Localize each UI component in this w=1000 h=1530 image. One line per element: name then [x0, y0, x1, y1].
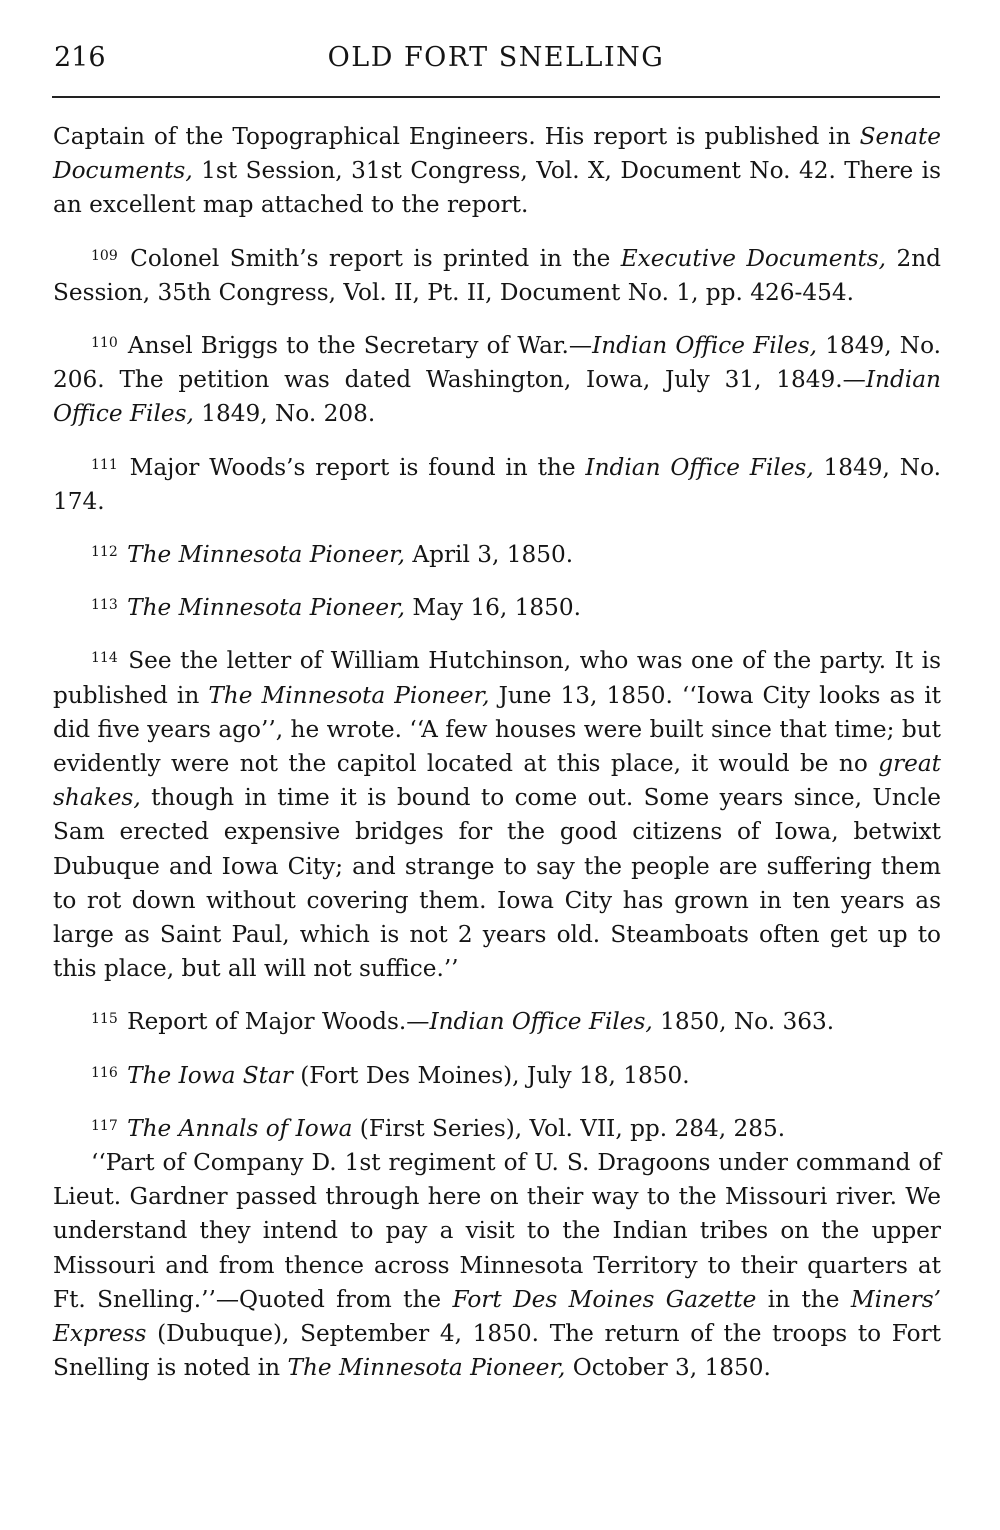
footnote-116: $^{116}$ The Iowa Star (Fort Des Moines), July 18, 1850.	[91, 1061, 690, 1089]
footnote-117-quote: ‘‘Part of Company D. 1st regiment of U. S. Dragoons under command of Lieut. Gardner passed through here on their way to the Missouri river. We understand they intend to pay a visit to the Indian tribes on the upper Missouri and from thence across Minnesota Territory to their quarters at Ft. Snelling.’’—Quoted from the Fort Des Moines Gazette in the Miners’ Express (Dubuque), September 4, 1850. The return of the troops to Fort Snelling is noted in The Minnesota Pioneer, October 3, 1850.	[53, 1149, 942, 1382]
footnote-number: 110	[91, 335, 118, 352]
footnote-number: 111	[91, 456, 118, 473]
note-continuation: Captain of the Topographical Engineers. His report is published in Senate Documents, 1st Session, 31st Congress, Vol. X, Document No. 42. There is an excellent map attached to the report.	[53, 123, 941, 219]
footnote-number: 116	[91, 1064, 118, 1081]
footnote-number: 113	[91, 597, 118, 614]
page-number: 216	[54, 42, 106, 73]
page-header	[52, 42, 940, 98]
footnote-112: $^{112}$ The Minnesota Pioneer, April 3, 1850.	[91, 541, 574, 569]
footnote-111: $^{111}$ Major Woods’s report is found in the Indian Office Files, 1849, No. 174.	[53, 453, 941, 515]
footnote-115: $^{115}$ Report of Major Woods.—Indian Office Files, 1850, No. 363.	[91, 1008, 835, 1036]
footnote-110: $^{110}$ Ansel Briggs to the Secretary of War.—Indian Office Files, 1849, No. 206. The petition was dated Washington, Iowa, July 31, 1849.—Indian Office Files, 1849, No. 208.	[53, 332, 941, 428]
footnote-114: $^{114}$ See the letter of William Hutchinson, who was one of the party. It is published in The Minnesota Pioneer, June 13, 1850. ‘‘Iowa City looks as it did five years ago’’, he wrote. ‘‘A few houses were built since that time; but evidently were not the capitol located at this place, it would be no great shakes, though in time it is bound to come out. Some years since, Uncle Sam erected expensive bridges for the good citizens of Iowa, betwixt Dubuque and Iowa City; and strange to say the people are suffering them to rot down without covering them. Iowa City has grown in ten years as large as Saint Paul, which is not 2 years old. Steamboats often get up to this place, but all will not suffice.’’	[53, 647, 941, 983]
footnote-number: 109	[91, 247, 118, 264]
footnote-number: 114	[91, 650, 118, 667]
footnote-113: $^{113}$ The Minnesota Pioneer, May 16, 1850.	[91, 594, 582, 622]
footnote-109: $^{109}$ Colonel Smith’s report is printed in the Executive Documents, 2nd Session, 35th Congress, Vol. II, Pt. II, Document No. 1, pp. 426-454.	[53, 244, 941, 306]
running-title: OLD FORT SNELLING	[327, 42, 665, 73]
footnote-number: 112	[91, 544, 118, 561]
footnote-117: $^{117}$ The Annals of Iowa (First Series), Vol. VII, pp. 284, 285.	[91, 1114, 786, 1142]
footnote-number: 115	[91, 1011, 118, 1028]
footnote-number: 117	[91, 1117, 118, 1134]
notes-body	[53, 120, 941, 1405]
